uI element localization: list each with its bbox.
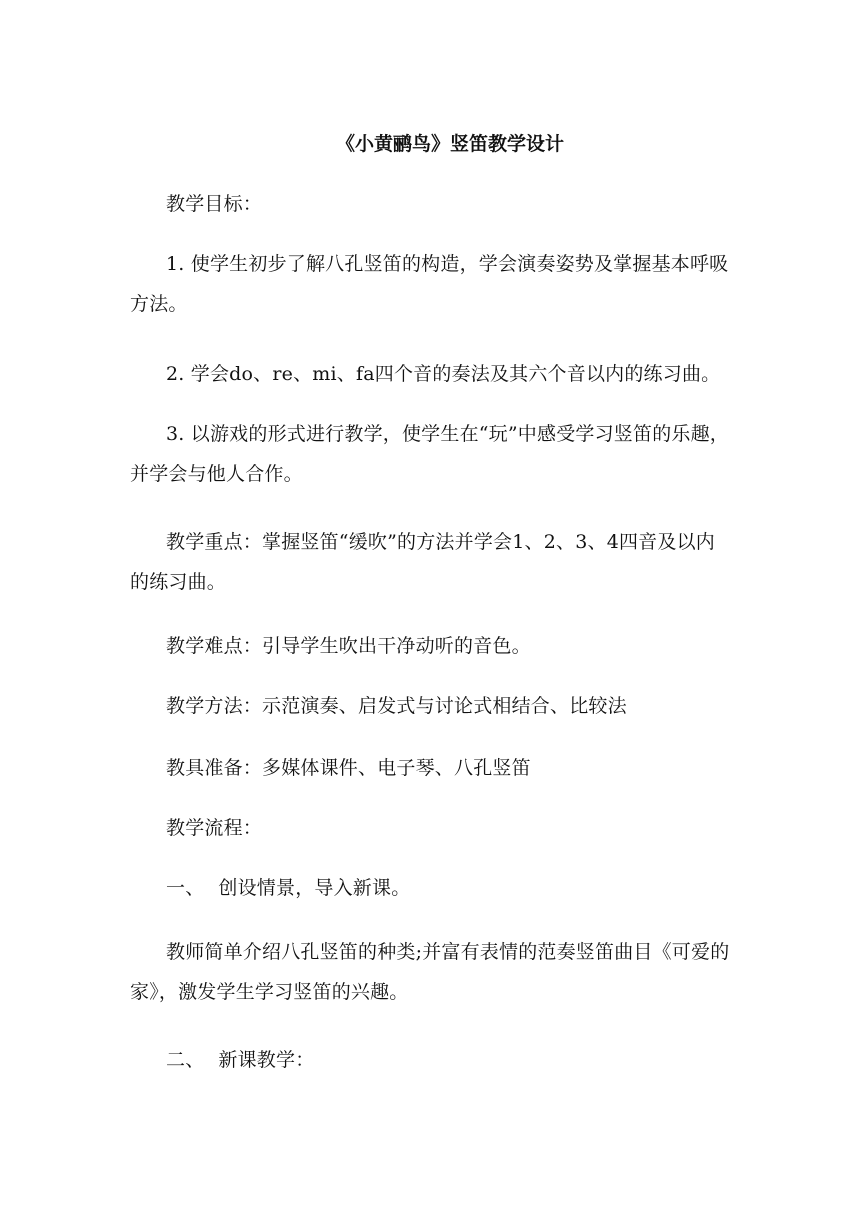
key-points: 教学重点：掌握竖笛“缓吹”的方法并学会1、2、3、4四音及以内的练习曲。 (130, 531, 715, 593)
document-title: 《小黄鹂鸟》竖笛教学设计 (335, 133, 564, 155)
process-heading: 教学流程： (166, 817, 263, 839)
objective-1: 1. 使学生初步了解八孔竖笛的构造，学会演奏姿势及掌握基本呼吸方法。 (130, 253, 729, 315)
step-1-body: 教师简单介绍八孔竖笛的种类;并富有表情的范奏竖笛曲目《可爱的家》，激发学生学习竖笛的兴趣。 (130, 941, 730, 1003)
step-1-label: 创设情景，导入新课。 (218, 877, 411, 899)
objective-3: 3. 以游戏的形式进行教学，使学生在“玩”中感受学习竖笛的乐趣，并学会与他人合作。 (130, 423, 729, 485)
difficulties: 教学难点：引导学生吹出干净动听的音色。 (166, 635, 531, 657)
objective-2: 2. 学会do、re、mi、fa四个音的奏法及其六个音以内的练习曲。 (166, 363, 721, 385)
step-2-label: 新课教学： (218, 1049, 315, 1071)
teaching-methods: 教学方法：示范演奏、启发式与讨论式相结合、比较法 (166, 695, 627, 717)
step-2-number: 二、 (166, 1049, 205, 1071)
step-2-heading (130, 1040, 730, 1080)
materials: 教具准备：多媒体课件、电子琴、八孔竖笛 (166, 757, 531, 779)
objectives-heading: 教学目标： (166, 193, 263, 215)
step-1-number: 一、 (166, 877, 205, 899)
step-1-heading (130, 868, 730, 908)
